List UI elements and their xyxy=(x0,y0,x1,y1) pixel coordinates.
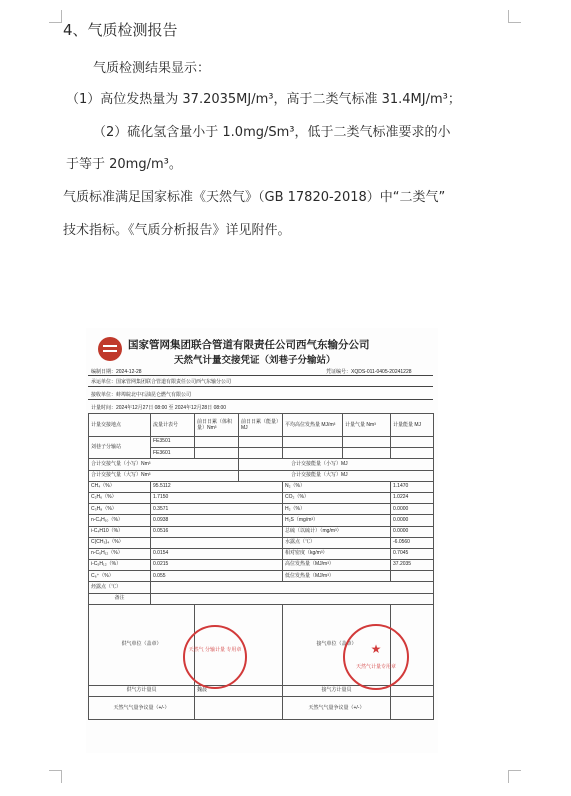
label-cell: 合计交接能量（小写）MJ xyxy=(239,459,434,470)
table-row: C₆⁺（%） 0.055 低位发热量（MJ/m³） xyxy=(89,571,434,582)
section-heading: 4、气质检测报告 xyxy=(63,21,178,39)
rule-line xyxy=(88,375,433,376)
rule-line xyxy=(88,386,433,387)
header-cell: 流量计表号 xyxy=(151,414,195,437)
header-cell: 计量气量 Nm³ xyxy=(343,414,391,437)
metering-period: 计量时间：2024年12月27日 08:00 至 2024年12月28日 08:00 xyxy=(91,405,227,411)
rule-line xyxy=(88,399,433,400)
meter-cell: FE3501 xyxy=(151,437,195,448)
header-cell: 计量交接地点 xyxy=(89,414,151,437)
label-cell: 合计交接能量（大写）MJ xyxy=(239,470,434,481)
red-stamp-seal-receiver: ★ 天然气计量专用章 xyxy=(343,624,409,690)
table-row xyxy=(89,582,434,593)
table-row: C₂H₆（%） 1.7150 CO₂（%） 1.0224 xyxy=(89,492,434,503)
paragraph-heating-value: （1）高位发热量为 37.2035MJ/m³，高于二类气标准 31.4MJ/m³； xyxy=(66,92,461,107)
table-row xyxy=(89,437,434,448)
table-row xyxy=(89,459,434,470)
table-row: C(CH₃)₄（%） 水露点（℃） -6.0560 xyxy=(89,537,434,548)
paragraph-intro: 气质检测结果显示： xyxy=(93,61,211,76)
crop-mark-top-right xyxy=(508,10,521,23)
table-row: i-C₄H10（%） 0.0516 总硫（以硫计）（mg/m³） 0.0000 xyxy=(89,526,434,537)
voucher-title: 天然气计量交接凭证（刘巷子分输站） xyxy=(174,355,336,366)
scanned-voucher xyxy=(86,328,438,753)
supplier-sign-label: 供气单位（盖章） xyxy=(89,604,195,685)
paragraph-standard-line2: 技术指标。《气质分析报告》详见附件。 xyxy=(63,223,291,238)
remark-label: 备注 xyxy=(89,593,151,604)
paragraph-h2s-line2: 于等于 20mg/m³。 xyxy=(66,157,182,172)
header-cell: 平均高位发热量 MJ/m³ xyxy=(283,414,343,437)
table-row: 供气方计量员 魏晨 接气方计量员 xyxy=(89,685,434,696)
voucher-company: 国家管网集团联合管道有限责任公司西气东输分公司 xyxy=(128,339,370,351)
table-row xyxy=(89,593,434,604)
meter-cell: FE3601 xyxy=(151,448,195,459)
star-icon: ★ xyxy=(370,642,382,656)
paragraph-standard-line1: 气质标准满足国家标准《天然气》（GB 17820-2018）中“二类气” xyxy=(63,190,446,205)
table-row: CH₄（%） 95.5112 N₂（%） 1.1470 xyxy=(89,481,434,492)
table-row: i-C₅H₁₂（%） 0.0215 高位发热量（MJ/m³） 37.2035 xyxy=(89,560,434,571)
crop-mark-bottom-left xyxy=(49,770,62,783)
carrier-unit: 承运单位：国家管网集团联合管道有限责任公司西气东输分公司 xyxy=(91,379,232,385)
table-row: 天然气气量争议量（+/-） 天然气气量争议量（+/-） xyxy=(89,697,434,720)
label-cell: 合计交接气量（大写）Nm³ xyxy=(89,470,239,481)
pipeline-logo-icon xyxy=(98,337,122,361)
crop-mark-top-left xyxy=(49,10,62,23)
receiving-unit: 接收单位：蚌埠皖北中石油昆仑燃气有限公司 xyxy=(91,392,192,398)
crop-mark-bottom-right xyxy=(508,770,521,783)
table-row: C₃H₈（%） 0.3571 H₂（%） 0.0000 xyxy=(89,504,434,515)
table-header-row xyxy=(89,414,434,437)
red-stamp-seal-supplier: 天然气 分输计量 专用章 xyxy=(183,625,247,689)
header-cell: 前日日累（能量）MJ xyxy=(239,414,283,437)
receiver-sign-label: 接气单位（盖章） xyxy=(283,604,391,685)
hc-dew-label: 烃露点（℃） xyxy=(89,582,151,593)
label-cell: 合计交接气量（小写）Nm³ xyxy=(89,459,239,470)
paragraph-h2s-line1: （2）硫化氢含量小于 1.0mg/Sm³，低于二类气标准要求的小 xyxy=(93,125,451,140)
voucher-number: 凭证编号：XQDS-011-0405-20241228 xyxy=(326,369,412,375)
table-row xyxy=(89,470,434,481)
header-cell: 计量能量 MJ xyxy=(391,414,434,437)
table-row: n-C₅H₁₂（%） 0.0154 相对密度（kg/m³） 0.7045 xyxy=(89,548,434,559)
station-cell: 刘巷子分输站 xyxy=(89,437,151,459)
header-cell: 前日日累（体积量）Nm³ xyxy=(195,414,239,437)
voucher-date: 编制日期：2024-12-28 xyxy=(91,369,142,375)
table-row: n-C₄H₁₀（%） 0.0938 H₂S（mg/m³） 0.0000 xyxy=(89,515,434,526)
